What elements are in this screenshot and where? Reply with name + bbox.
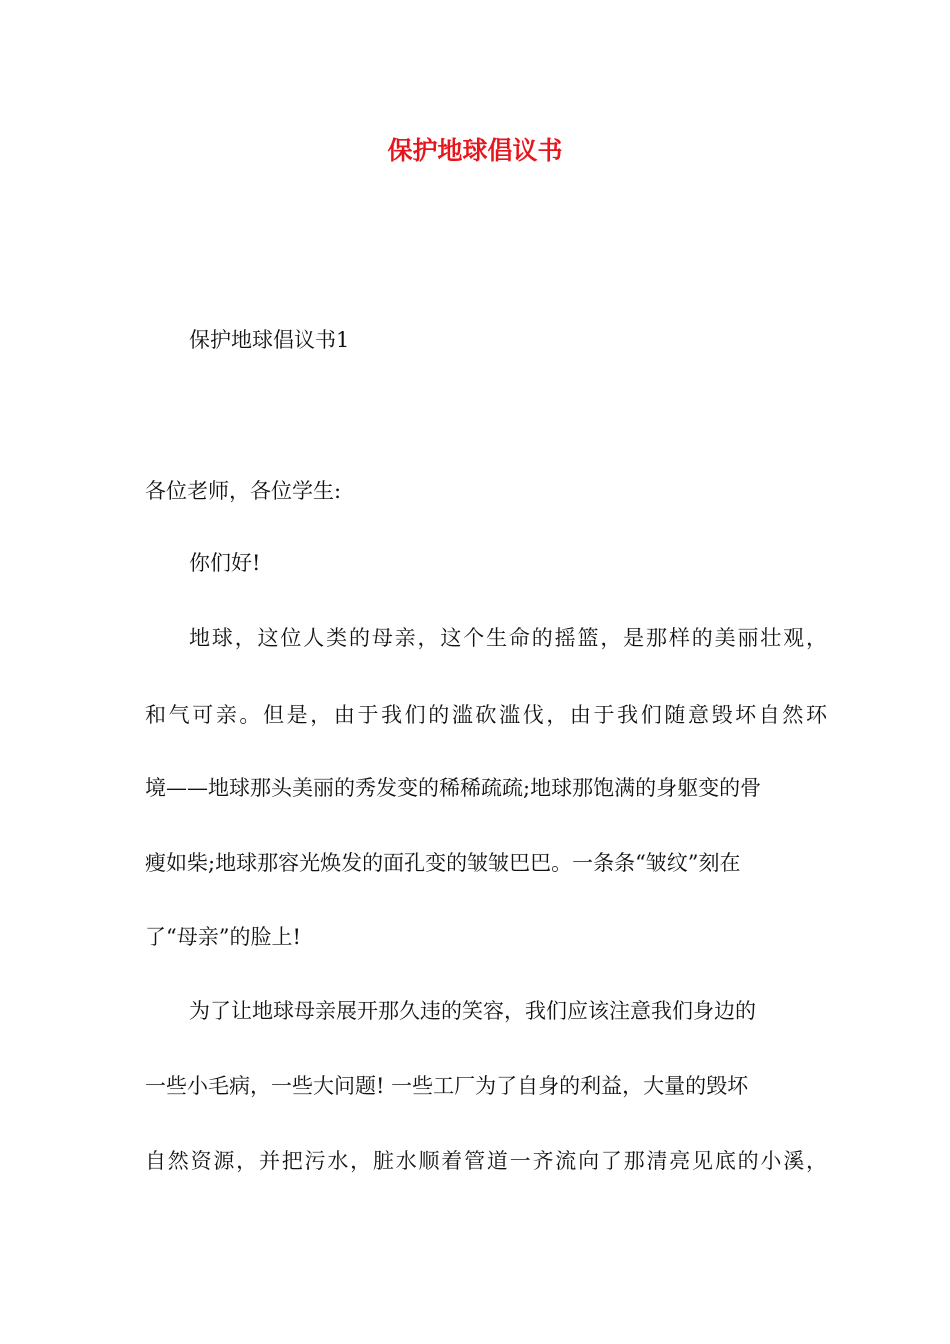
salutation: 各位老师，各位学生: [145,479,342,503]
paragraph-1-line-3: 境——地球那头美丽的秀发变的稀稀疏疏;地球那饱满的身躯变的骨 [145,776,762,800]
paragraph-1-line-2: 和气可亲。但是，由于我们的滥砍滥伐，由于我们随意毁坏自然环 [145,703,827,727]
greeting: 你们好! [189,551,261,575]
section-heading: 保护地球倡议书1 [189,328,350,352]
paragraph-1-line-1: 地球，这位人类的母亲，这个生命的摇篮，是那样的美丽壮观， [189,626,827,650]
document-title: 保护地球倡议书 [387,136,563,165]
paragraph-1-line-4: 瘦如柴;地球那容光焕发的面孔变的皱皱巴巴。一条条“皱纹”刻在 [145,851,741,875]
paragraph-2-line-2: 一些小毛病，一些大问题! 一些工厂为了自身的利益，大量的毁坏 [145,1074,749,1098]
paragraph-2-line-3: 自然资源，并把污水，脏水顺着管道一齐流向了那清亮见底的小溪， [145,1149,827,1173]
paragraph-2-line-1: 为了让地球母亲展开那久违的笑容，我们应该注意我们身边的 [189,999,756,1023]
paragraph-1-line-5: 了“母亲”的脸上! [145,925,301,949]
